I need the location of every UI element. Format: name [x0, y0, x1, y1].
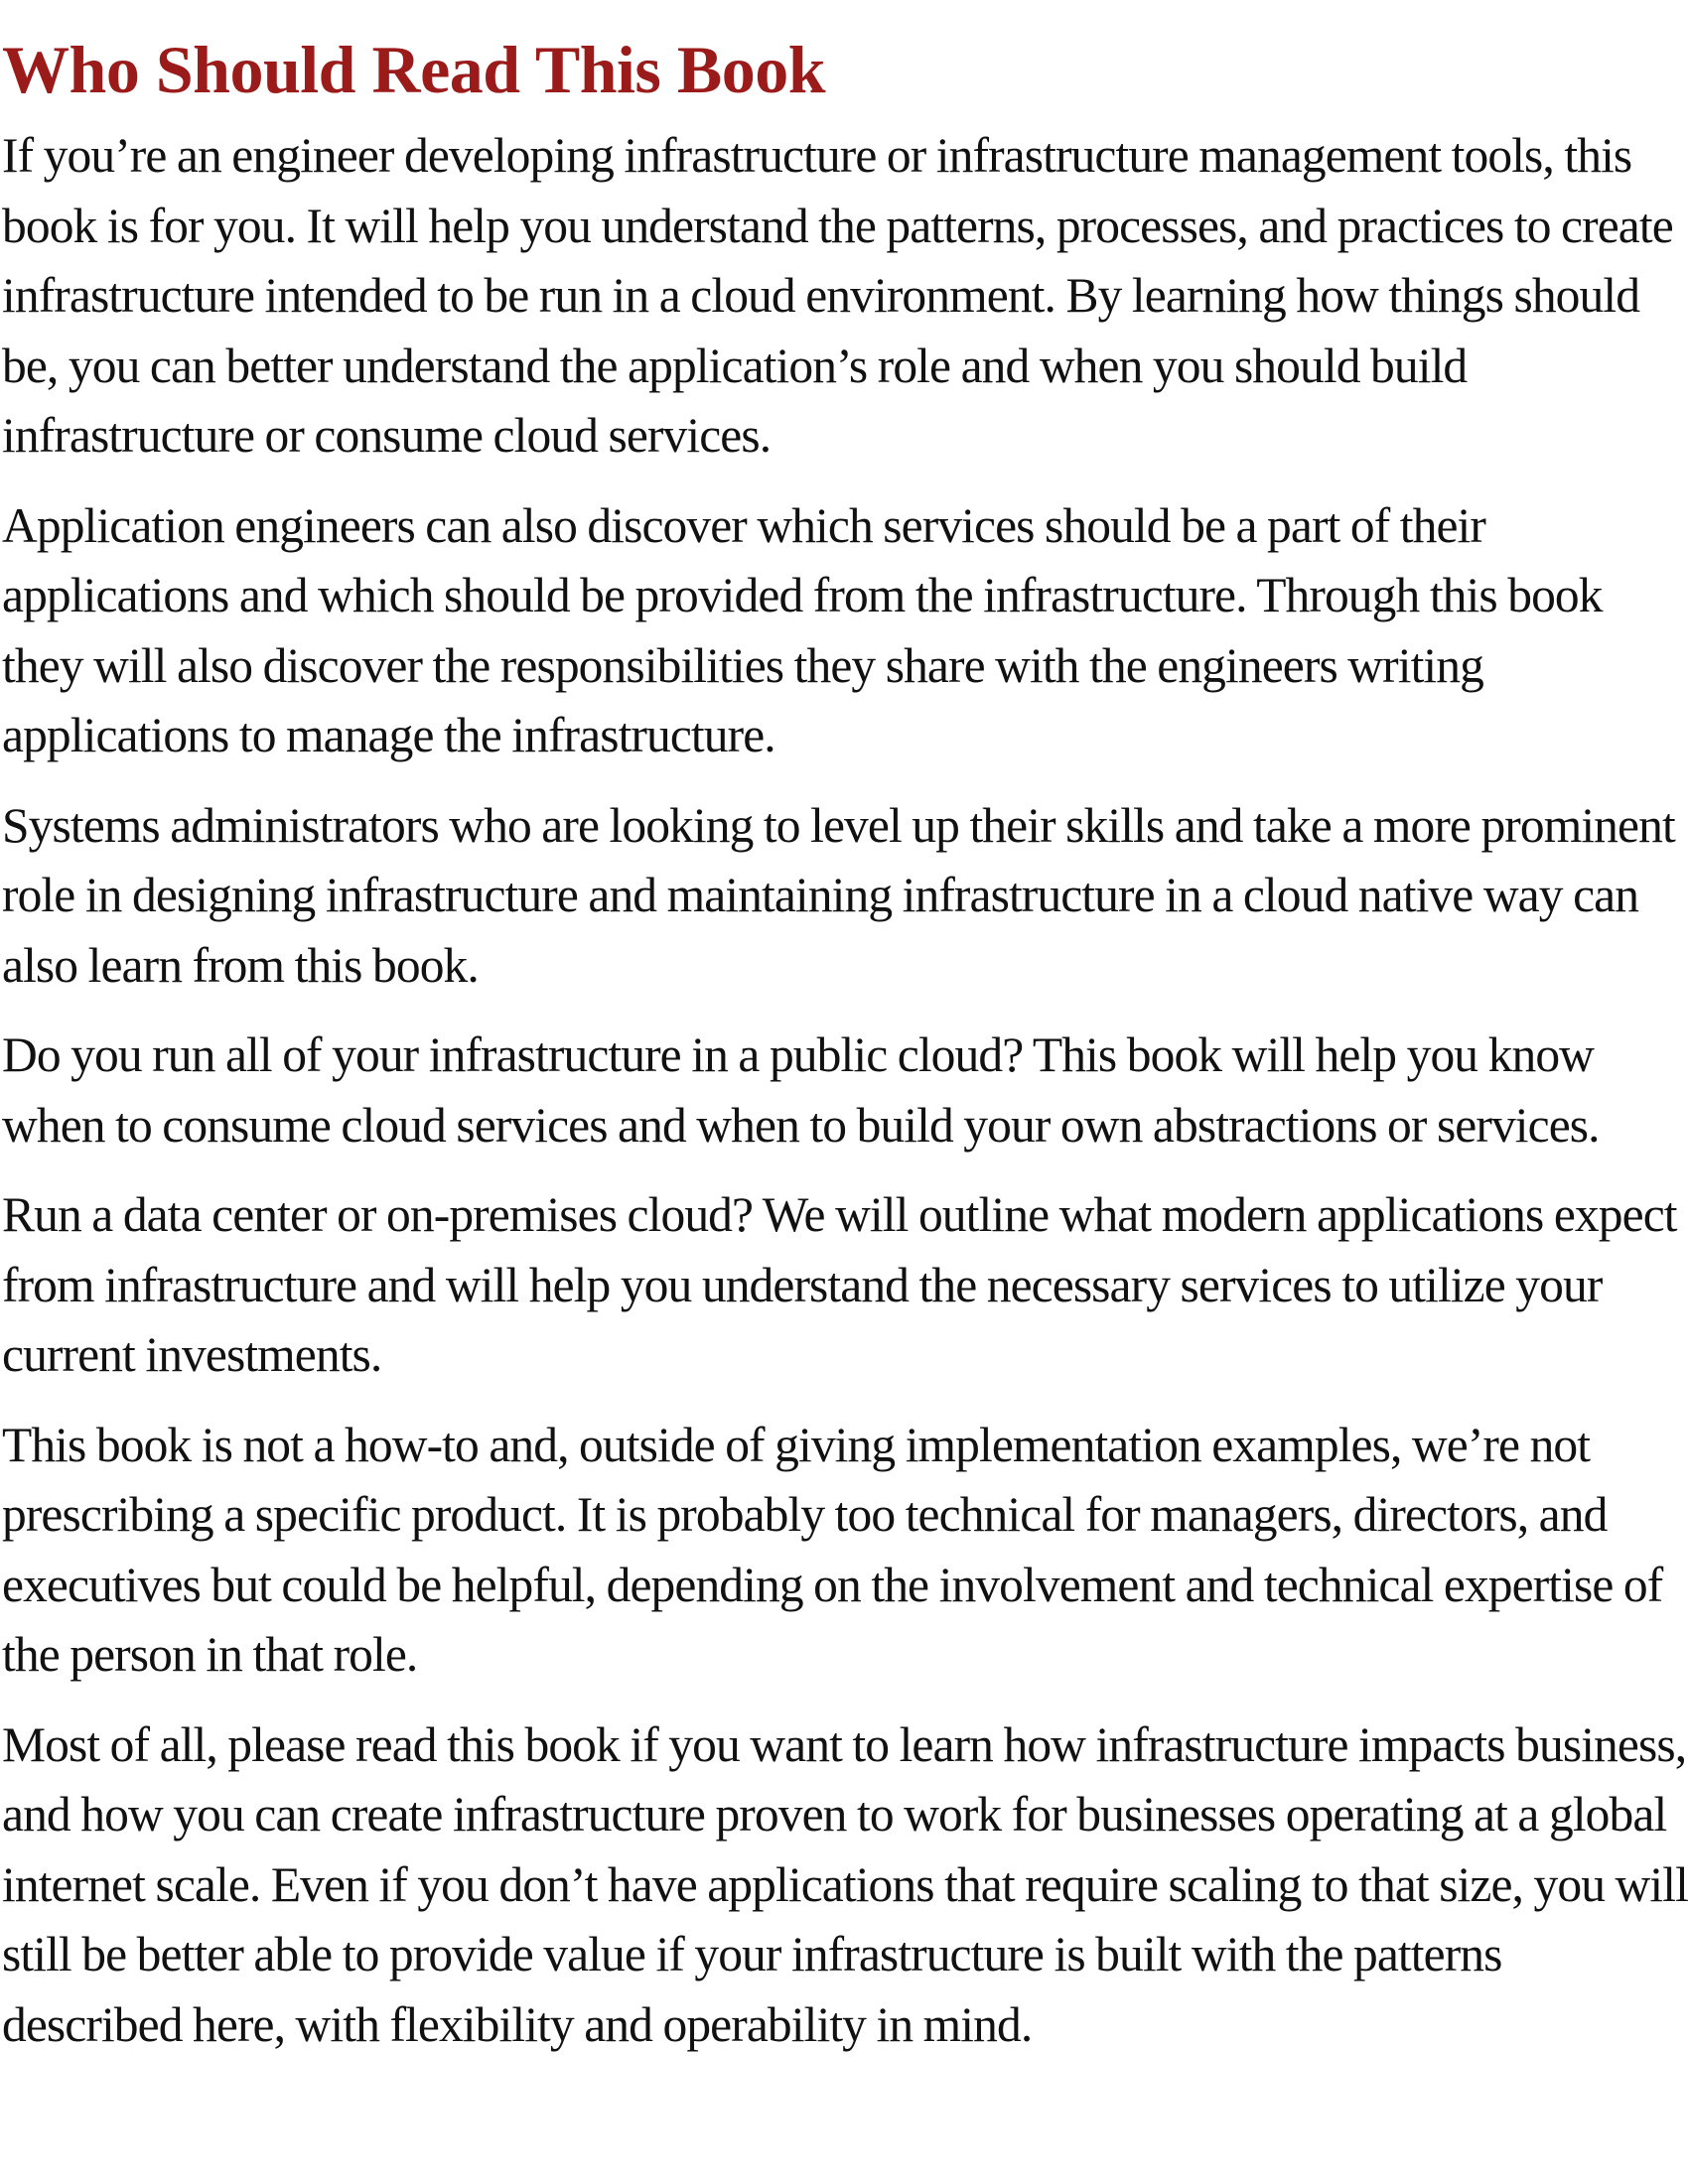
paragraph-2: Application engineers can also discover which services should be a part of their applications and which should be provided from the infrastructure. Through this book they will also discover the responsibilities they share with the engineers writing applications to manage the infrastructure.: [2, 497, 1603, 762]
paragraph-7: Most of all, please read this book if you want to learn how infrastructure impacts business, and how you can create infrastructure proven to work for businesses operating at a global internet scale. Even if you don’t have applications that require scaling to that size, you will still be better able to provide value if your infrastructure is built with the patterns described here, with flexibility and operability in mind.: [2, 1716, 1688, 2052]
paragraph-1: If you’re an engineer developing infrastructure or infrastructure management tools, this book is for you. It will help you understand the patterns, processes, and practices to create infrastructure intended to be run in a cloud environment. By learning how things should be, you can better understand the application’s role and when you should build infrastructure or consume cloud services.: [2, 128, 1673, 463]
paragraph-4: Do you run all of your infrastructure in a public cloud? This book will help you know when to consume cloud services and when to build your own abstractions or services.: [2, 1027, 1600, 1153]
paragraph-3: Systems administrators who are looking to level up their skills and take a more prominent role in designing infrastructure and maintaining infrastructure in a cloud native way can also learn from this book.: [2, 797, 1675, 993]
paragraph-6: This book is not a how-to and, outside of giving implementation examples, we’re not prescribing a specific product. It is probably too technical for managers, directors, and executives but could be helpful, depending on the involvement and technical expertise of the person in that role.: [2, 1417, 1663, 1682]
paragraph-5: Run a data center or on-premises cloud? We will outline what modern applications expect from infrastructure and will help you understand the necessary services to utilize your current investments.: [2, 1187, 1677, 1382]
section-heading: Who Should Read This Book: [2, 32, 826, 107]
